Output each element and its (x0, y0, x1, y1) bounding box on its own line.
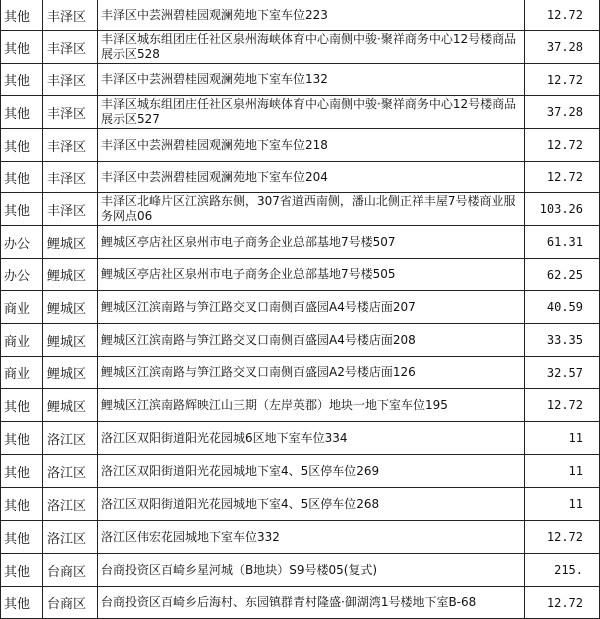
district-cell: 丰泽区 (43, 162, 98, 192)
table-row (0, 422, 600, 455)
district-cell: 鲤城区 (43, 226, 98, 258)
table-row (0, 324, 600, 357)
district-cell: 洛江区 (43, 422, 98, 454)
type-cell: 其他 (0, 521, 43, 553)
district-cell: 丰泽区 (43, 193, 98, 225)
district-cell: 洛江区 (43, 521, 98, 553)
table-row (0, 226, 600, 259)
area-cell: 103.26 (525, 193, 600, 225)
type-cell: 其他 (0, 455, 43, 487)
type-cell: 其他 (0, 422, 43, 454)
table-row (0, 357, 600, 389)
address-cell: 丰泽区北峰片区江滨路东侧，307省道西南侧，潘山北侧正祥丰屋7号楼商业服务网点06 (98, 193, 525, 225)
table-row (0, 31, 600, 64)
address-cell: 鲤城区亭店社区泉州市电子商务企业总部基地7号楼505 (98, 259, 525, 290)
area-cell: 12.72 (525, 587, 600, 618)
table-row (0, 162, 600, 193)
address-cell: 洛江区双阳街道阳光花园城地下室4、5区停车位269 (98, 455, 525, 487)
address-cell: 丰泽区中芸洲碧桂园观澜苑地下室车位132 (98, 64, 525, 95)
area-cell: 62.25 (525, 259, 600, 290)
address-cell: 台商投资区百崎乡后海村、东园镇群青村隆盛·御湖湾1号楼地下室B-68 (98, 587, 525, 618)
area-cell: 215. (525, 554, 600, 586)
table-row (0, 291, 600, 324)
area-cell: 11 (525, 488, 600, 520)
type-cell: 商业 (0, 291, 43, 323)
table-row (0, 521, 600, 554)
address-cell: 鲤城区亭店社区泉州市电子商务企业总部基地7号楼507 (98, 226, 525, 258)
area-cell: 12.72 (525, 162, 600, 192)
type-cell: 其他 (0, 64, 43, 95)
type-cell: 其他 (0, 193, 43, 225)
area-cell: 32.57 (525, 357, 600, 388)
address-cell: 洛江区伟宏花园城地下室车位332 (98, 521, 525, 553)
district-cell: 丰泽区 (43, 0, 98, 30)
area-cell: 40.59 (525, 291, 600, 323)
address-cell: 丰泽区城东组团庄任社区泉州海峡体育中心南侧中骏·聚祥商务中心12号楼商品展示区528 (98, 31, 525, 63)
district-cell: 丰泽区 (43, 96, 98, 128)
type-cell: 其他 (0, 129, 43, 161)
table-row (0, 488, 600, 521)
district-cell: 鲤城区 (43, 291, 98, 323)
type-cell: 其他 (0, 488, 43, 520)
area-cell: 12.72 (525, 521, 600, 553)
district-cell: 洛江区 (43, 455, 98, 487)
area-cell: 12.72 (525, 64, 600, 95)
table-row (0, 193, 600, 226)
table-row (0, 64, 600, 96)
address-cell: 洛江区双阳街道阳光花园城地下室4、5区停车位268 (98, 488, 525, 520)
type-cell: 商业 (0, 357, 43, 388)
type-cell: 其他 (0, 96, 43, 128)
district-cell: 丰泽区 (43, 64, 98, 95)
table-row (0, 389, 600, 422)
district-cell: 丰泽区 (43, 129, 98, 161)
type-cell: 其他 (0, 31, 43, 63)
address-cell: 丰泽区中芸洲碧桂园观澜苑地下室车位218 (98, 129, 525, 161)
area-cell: 11 (525, 422, 600, 454)
address-cell: 鲤城区江滨南路与笋江路交叉口南侧百盛园A4号楼店面207 (98, 291, 525, 323)
table-row (0, 129, 600, 162)
type-cell: 其他 (0, 389, 43, 421)
area-cell: 37.28 (525, 96, 600, 128)
type-cell: 商业 (0, 324, 43, 356)
type-cell: 其他 (0, 587, 43, 618)
district-cell: 鲤城区 (43, 324, 98, 356)
area-cell: 12.72 (525, 389, 600, 421)
address-cell: 丰泽区中芸洲碧桂园观澜苑地下室车位204 (98, 162, 525, 192)
area-cell: 12.72 (525, 0, 600, 30)
area-cell: 11 (525, 455, 600, 487)
area-cell: 33.35 (525, 324, 600, 356)
table-row (0, 96, 600, 129)
address-cell: 台商投资区百崎乡星河城（B地块）S9号楼05(复式) (98, 554, 525, 586)
area-cell: 12.72 (525, 129, 600, 161)
district-cell: 鲤城区 (43, 259, 98, 290)
table-row (0, 0, 600, 31)
district-cell: 台商区 (43, 554, 98, 586)
type-cell: 其他 (0, 554, 43, 586)
address-cell: 鲤城区江滨南路与笋江路交叉口南侧百盛园A2号楼店面126 (98, 357, 525, 388)
address-cell: 洛江区双阳街道阳光花园城6区地下室车位334 (98, 422, 525, 454)
type-cell: 其他 (0, 0, 43, 30)
address-cell: 丰泽区中芸洲碧桂园观澜苑地下室车位223 (98, 0, 525, 30)
address-cell: 丰泽区城东组团庄任社区泉州海峡体育中心南侧中骏·聚祥商务中心12号楼商品展示区527 (98, 96, 525, 128)
district-cell: 台商区 (43, 587, 98, 618)
address-cell: 鲤城区江滨南路与笋江路交叉口南侧百盛园A4号楼店面208 (98, 324, 525, 356)
district-cell: 鲤城区 (43, 357, 98, 388)
table-row (0, 259, 600, 291)
district-cell: 鲤城区 (43, 389, 98, 421)
type-cell: 其他 (0, 162, 43, 192)
table-row (0, 455, 600, 488)
table-row (0, 554, 600, 587)
type-cell: 办公 (0, 259, 43, 290)
area-cell: 37.28 (525, 31, 600, 63)
district-cell: 洛江区 (43, 488, 98, 520)
address-cell: 鲤城区江滨南路辉映江山三期（左岸英郡）地块一地下室车位195 (98, 389, 525, 421)
type-cell: 办公 (0, 226, 43, 258)
area-cell: 61.31 (525, 226, 600, 258)
district-cell: 丰泽区 (43, 31, 98, 63)
